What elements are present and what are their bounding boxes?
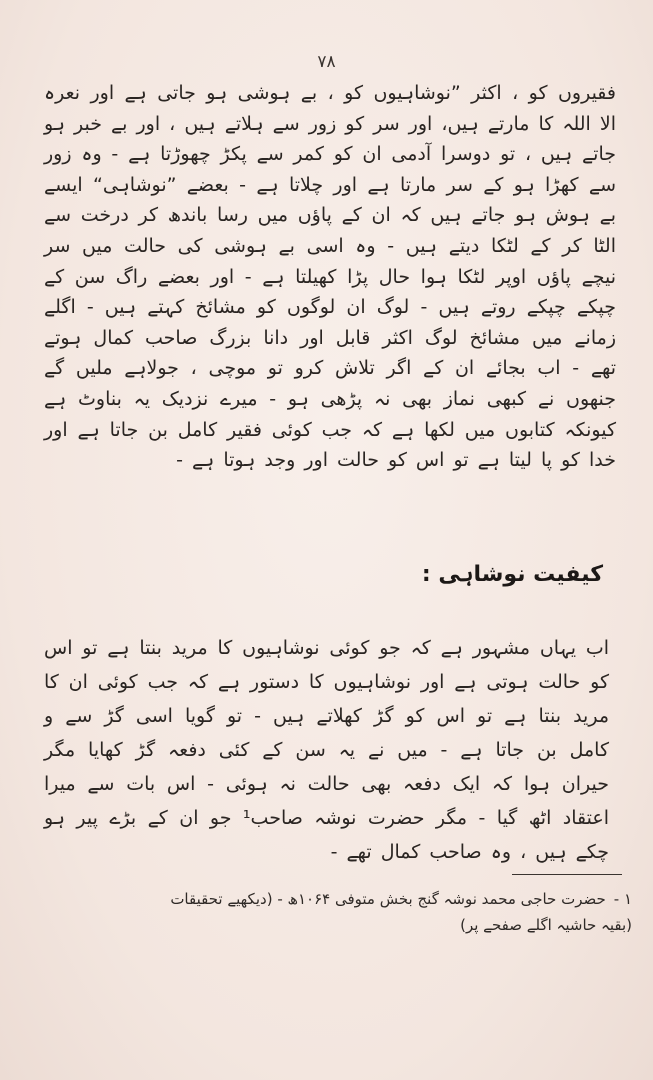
footnote-line-1 bbox=[44, 886, 632, 912]
footnote-number: ۱ - bbox=[613, 890, 632, 908]
section-heading: کیفیت نوشاہی : bbox=[421, 562, 603, 587]
footnote-continuation: (بقیہ حاشیہ اگلے صفحے پر) bbox=[460, 916, 632, 934]
section-paragraph bbox=[44, 612, 609, 888]
footnote-text: حضرت حاجی محمد نوشہ گنج بخش متوفی ۱۰۶۴ھ - (دیکھیے تحقیقات bbox=[170, 890, 606, 908]
footnote bbox=[44, 886, 632, 938]
page-number: ۷۸ bbox=[317, 52, 336, 72]
body-paragraph bbox=[44, 78, 616, 476]
section-paragraph-text: اب یہاں مشہور ہے کہ جو کوئی نوشاہیوں کا مرید بنتا ہے تو اس کو حالت ہوتی ہے اور نوشاہیوں کا دستور ہے کہ جب کوئی ان کا مرید بنتا ہے تو اس کو گڑ کھلاتے ہیں - تو گویا اسی گڑ سے و کامل بن جاتا ہے - میں نے یہ سن کے کئی دفعہ گڑ کھایا مگر حیران ہوا کہ ایک دفعہ بھی حالت نہ ہوئی - اس بات سے میرا اعتقاد اٹھ گیا - مگر حضرت نوشہ صاحب¹ جو ان کے بڑے پیر ہو چکے ہیں ، وہ صاحب کمال تھے - bbox=[44, 637, 609, 863]
footnote-divider bbox=[512, 874, 622, 875]
body-paragraph-text: فقیروں کو ، اکثر ”نوشاہیوں کو ، بے ہوشی ہو جاتی ہے اور نعرہ الا اللہ کا مارتے ہیں، اور سر کو زور سے ہلاتے ہیں ، اور بے خبر ہو جاتے ہیں ، تو دوسرا آدمی ان کو کمر سے پکڑ چھوڑتا ہے - وہ زور سے کھڑا ہو کے سر مارتا ہے اور چلاتا ہے - بعضے ”نوشاہی“ ایسے بے ہوش ہو جاتے ہیں کہ ان کے پاؤں میں رسا باندھ کر درخت سے الٹا کر کے لٹکا دیتے ہیں - وہ اسی بے ہوشی کی حالت میں سر نیچے پاؤں اوپر لٹکا ہوا حال پڑا کھیلتا ہے - اور بعضے راگ سن کے چپکے چپکے روتے ہیں - لوگ ان لوگوں کو مشائخ کہتے ہیں - اگلے زمانے میں مشائخ لوگ اکثر قابل اور دانا بزرگ صاحب کمال ہوتے تھے - اب بجائے ان کے اگر تلاش کرو تو موچی ، جولاہے ملیں گے جنھوں نے کبھی نماز بھی نہ پڑھی ہو - میرے نزدیک یہ بناوٹ ہے کیونکہ کتابوں میں لکھا ہے کہ جب کوئی فقیر کامل بن جاتا ہے اور خدا کو پا لیتا ہے تو اس کو حالت اور وجد ہوتا ہے - bbox=[44, 82, 616, 472]
